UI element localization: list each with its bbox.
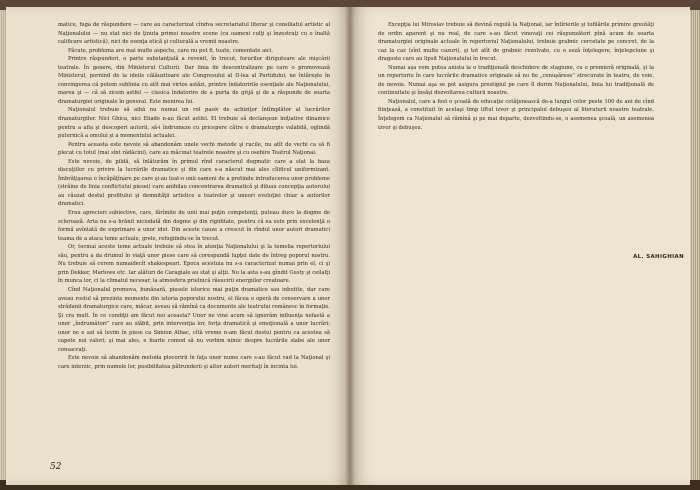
paragraph: Făcute, problema are mai multe aspecte, care nu pot fi, toate, comentate aici. bbox=[68, 47, 274, 54]
paragraph: matice, fuga de răspundere — care au caracterizat cîndva secretariatul literar şi consiliatul artistic al Naţionalului — nu stat nici de ţinuta primei noastre scene (cu oameni culţi şi înzestraţi cu o înaltă calificare artistică), nici de esenţa etică şi culturală a vremii noastre. bbox=[58, 22, 330, 46]
paragraph: Excepţia lui Miroslav trebuie să devină regulă la Naţional, iar întîrierile şi tofilările primire greutăţi de ordin aparent şi nu real, de care s-au făcut vinovaţi cei răspunzători pînă acum de soarta dramaturgiei originale actuale în repertoriul Naţionalului, trebuie grabnic cercetate pe concret, de la caz la caz (sînt multe cazuri), şi tot atît de grabnic rezolvate, cu o seză înţelegere, înţelepciune şi dragoste care au lipsit Naţionalului în trecut. bbox=[378, 22, 654, 63]
paragraph: Or, tocmai aceste teme actuale trebuie să stea în atenţia Naţionalului şi la temelia repertoriului său, pentru a da drumul în viaţă unor piese care să corespundă lupţei date de întreg poporul nostru. Nu trebuie să cerem numaidecît shakespeari. Epoca acestuia nu s-a caracterizat numai prin el, ci şi prin Dekker, Marlowe etc. Iar alături de Caragiale au stat şi alţii. Nu la asta s-au gîndit Gusty şi ceilalţi în munca lor, ci la climatul necesar, la atmosfera prielnică răsucirii energiilor creatoare. bbox=[58, 244, 330, 285]
paragraph: Naţionalul, care a fost o şcoală de educaţie cetăţenească de-a lungul celor peste 100 de ani de cînd fiinţează, a constituit în acelaşi timp liftul izvor şi principalul debuşeu al literaturii noastre teatrale. Înţelegem ca Naţionalul să rămînă şi pe mai departe, dezvoltindu-se, o asemenea şcoală, un asemenea izvor şi debuşeu. bbox=[378, 98, 654, 131]
paragraph: Naţionalul trebuie să aibă nu numai un rol pasiv de achiziţor întîmplător al lucrărilor dramaturgilor. Nici Ghica, nici Eliade n-au făcut astfel. El trebuie să declanşeze iniţiative dinamice pentru a afla şi descoperi autorii, să-i îndrumeze cu pricepere către o dramaturgie valabilă, oglindă puternică a omului şi a momentului actualei. bbox=[58, 107, 330, 140]
paragraph: Printre răspunderi, o parte substanţială a revenit, în trecut, forurilor dirigutoare ale mişcării teatrale. În genere, din Ministerul Culturii. Dar linia de descentralizare pe care o promovează Ministerul, pornind de la ideile călăuzitoare ale Congresului al II-lea al Partidului, ne întăreşte în convingerea că putem sublinia cu atît mai virtos astăzi, printre îndatoririle esenţiale ale Naţionalului, marea şi — că să zicem astfel — clasica îndatorire de a purta de grijă şi de a răspunde de soarta dramaturgiei originale în general. Este menirea lui. bbox=[58, 56, 330, 105]
book-gutter bbox=[345, 7, 355, 485]
left-page-text bbox=[58, 21, 330, 371]
right-page-text bbox=[378, 21, 654, 132]
left-page bbox=[6, 7, 350, 485]
right-page bbox=[350, 7, 690, 485]
page-number: 52 bbox=[50, 462, 62, 472]
paragraph: Erau aprecieri subiective, care, fărîmite de unii mai puţin competenţi, puteau duce la dogme de scleroază. Arta nu s-a hrănit niciodată din dogme şi din rigiditate, pentru că ea este prin excelenţă o formă avîntată de exprimare a unor idei. Din aceste cauze a crescut în rîndul unor autori dramatici teama de a ataca teme actuale, grele, refugiindu-se în trecut. bbox=[58, 210, 330, 242]
paragraph: Numai aşa vom putea anista la o tradiţională deschidere de stagiune, cu o premieră originală, şi la un repertoriu în care lucrările dramatice originale să nu fie „cenuşărese” strecurate în teatru, de voie, de nevoie. Numai aşa se pot asigura prestigiul pe care îl dorim Naţionalului, linia lui tradiţională de continuitate şi însăşi dezvoltarea culturii noastre. bbox=[378, 64, 654, 97]
paragraph: Pentru aceasta este nevoie să abandonăm unele vechi metode şi rucile, nu atît de vechi ca să fi plecat cu totul (mai sînt rădăcini), care au măcinat teatrele noastre şi cu osebire Teatrul Naţional. bbox=[58, 141, 330, 157]
paragraph: Cînd Naţionalul promova, bunăoară, piesele istorice mai puţin dramatice sau inbutite, dar care aveau rostul să prezinte momente din istoria poporului nostru, el făcea o operă de conservare a unor strădanii dramaturgice care, măcar, aveau să rămînă ca documente ale teatrului românesc în formaţie. Şi cra mult. În ce condiţii am făcut noi aceasta? Unor ne vine acum să ignorăm influenţa nefastă a unor „îndrumători” care au slăbit, prin intervenţia lor, forţa dramatică şi emoţională a unor lucrări; unor ne e azi să luvim în piese ca Simion Albac, cîtă vreme n-am făcut destul pentru ca acestea să capete noi valori; şi mai ales, e foarte comod să nu vorbim nimic despre lucrările slabe ale unor consacraţi. bbox=[58, 286, 330, 353]
author-signature: AL. SAHIGHIAN bbox=[633, 254, 684, 260]
paragraph: Este nevoie să abandonăm metoda plocoririi în faţa unor nume care s-au făcut vad la Naţional şi care interzic, prin numele lor, posibilitatea pătrunderii şi altor autori meritaţi în incinta lui. bbox=[58, 355, 330, 370]
paragraph: Este nevoie, de pildă, să înlăturăm în primul rînd caracterul dogmatic care a stat la baza discuţiilor cu privire la lucrările dramatice şi din care s-a născut mai ales cîlificul uniformizant. Îmbrăţişarea o încăpăţînare pe care şi-au luat-o unii oameni de a pretinde introducerea unor probleme (străine de linia conflictului piesei) care anihilau concentrarea dramatică şi diluau concepţia autorului au căuzat destul profitului şi demnităţii artistice a teatrelor şi uneori evoluţiei chiar a autorilor dramatici. bbox=[58, 158, 330, 208]
